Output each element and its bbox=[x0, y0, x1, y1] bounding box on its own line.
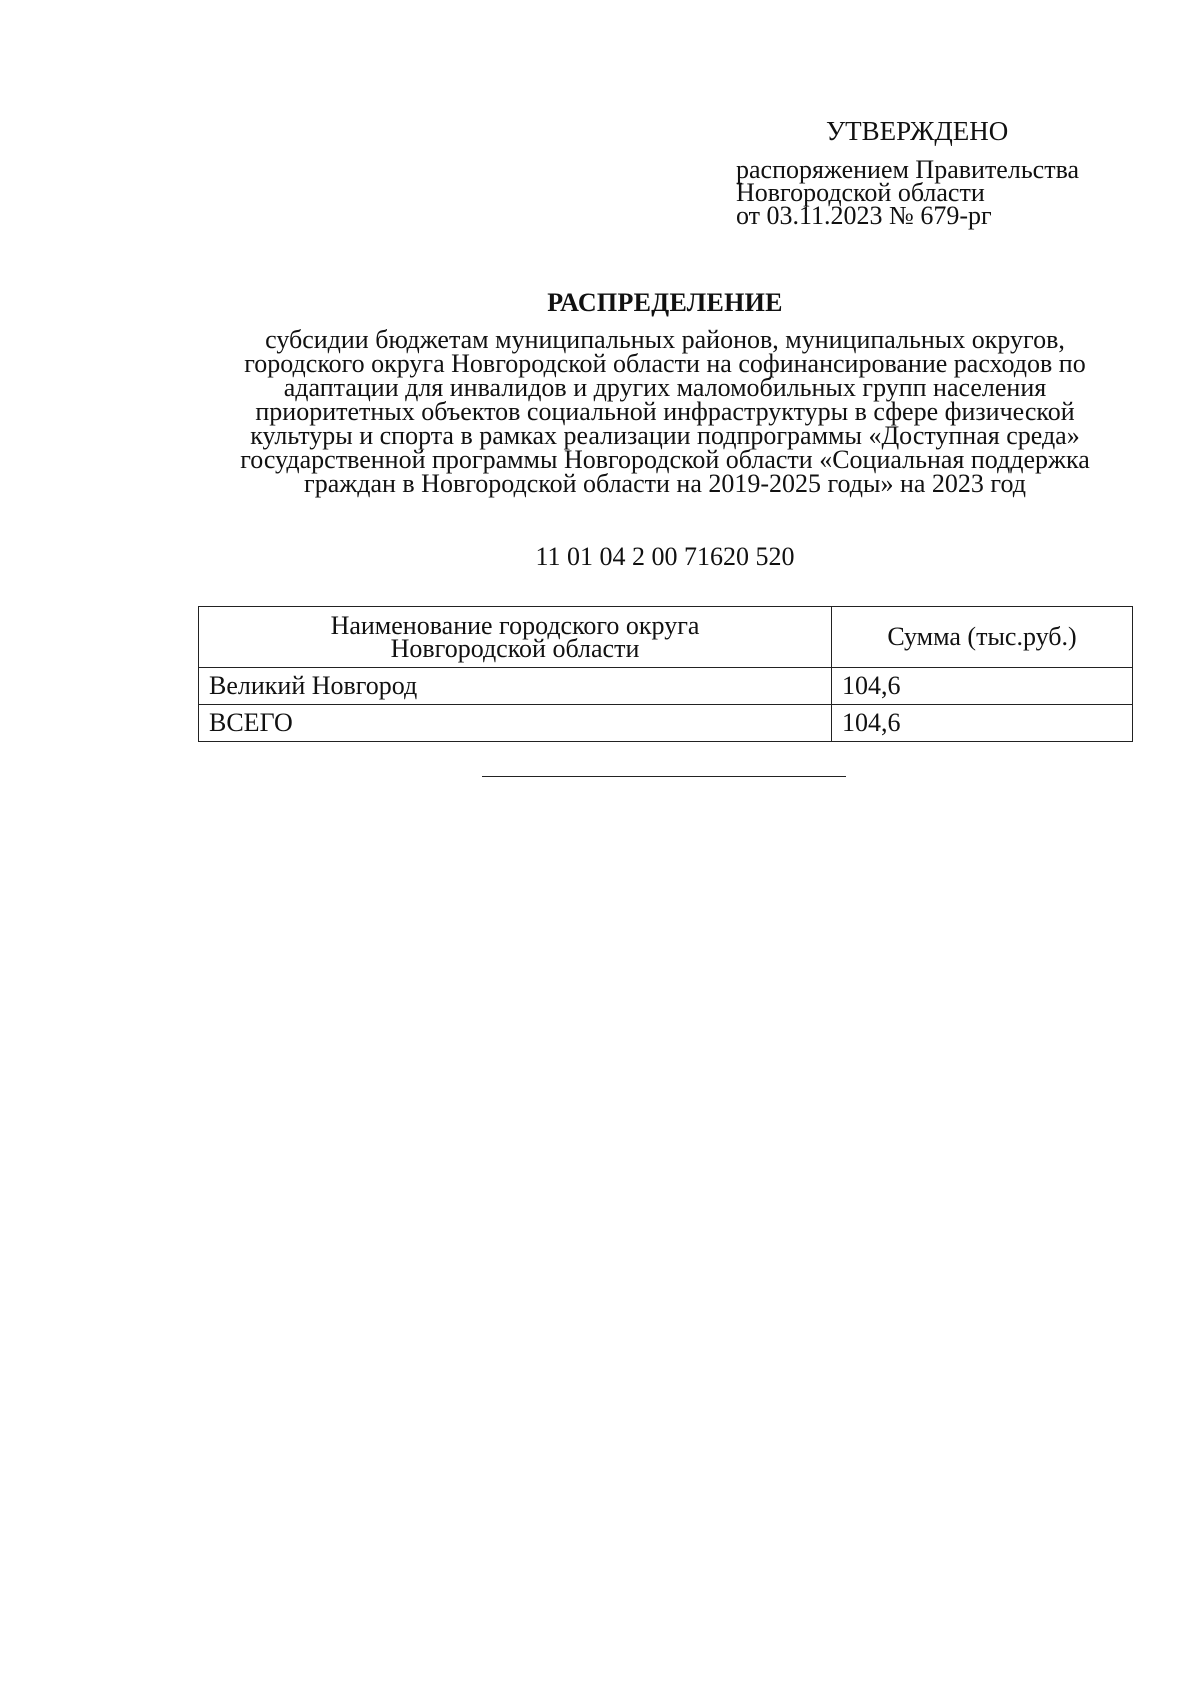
header-name-line-1: Наименование городского округа bbox=[330, 611, 700, 640]
approval-line-1: распоряжением Правительства bbox=[736, 155, 1080, 184]
document-subtitle bbox=[190, 325, 1140, 498]
subtitle-line: культуры и спорта в рамках реализации подпрограммы «Доступная среда» bbox=[250, 421, 1080, 450]
distribution-table bbox=[198, 606, 1133, 742]
header-name-line-2: Новгородской области bbox=[390, 634, 640, 663]
subtitle-line: приоритетных объектов социальной инфраструктуры в сфере физической bbox=[255, 397, 1075, 426]
total-label: ВСЕГО bbox=[199, 705, 832, 742]
approval-line-3: от 03.11.2023 № 679-рг bbox=[736, 201, 992, 230]
budget-classification-code: 11 01 04 2 00 71620 520 bbox=[535, 542, 795, 571]
table-row-total bbox=[199, 705, 1133, 742]
table-header-row bbox=[199, 607, 1133, 668]
end-of-document-rule bbox=[482, 776, 846, 777]
row-sum: 104,6 bbox=[832, 668, 1133, 705]
document-title: РАСПРЕДЕЛЕНИЕ bbox=[547, 288, 783, 317]
header-district-name bbox=[199, 607, 832, 668]
subtitle-line: адаптации для инвалидов и других маломобильных групп населения bbox=[283, 373, 1047, 402]
subtitle-line: городского округа Новгородской области на софинансирование расходов по bbox=[244, 349, 1086, 378]
table-row bbox=[199, 668, 1133, 705]
approval-line-2: Новгородской области bbox=[736, 178, 985, 207]
subtitle-line: граждан в Новгородской области на 2019-2025 годы» на 2023 год bbox=[304, 469, 1026, 498]
header-sum: Сумма (тыс.руб.) bbox=[832, 607, 1133, 668]
approved-heading: УТВЕРЖДЕНО bbox=[826, 116, 1009, 146]
row-district-name: Великий Новгород bbox=[199, 668, 832, 705]
approval-stamp-block bbox=[736, 116, 1136, 230]
subtitle-line: субсидии бюджетам муниципальных районов, муниципальных округов, bbox=[265, 325, 1065, 354]
total-sum: 104,6 bbox=[832, 705, 1133, 742]
subtitle-line: государственной программы Новгородской области «Социальная поддержка bbox=[240, 445, 1090, 474]
